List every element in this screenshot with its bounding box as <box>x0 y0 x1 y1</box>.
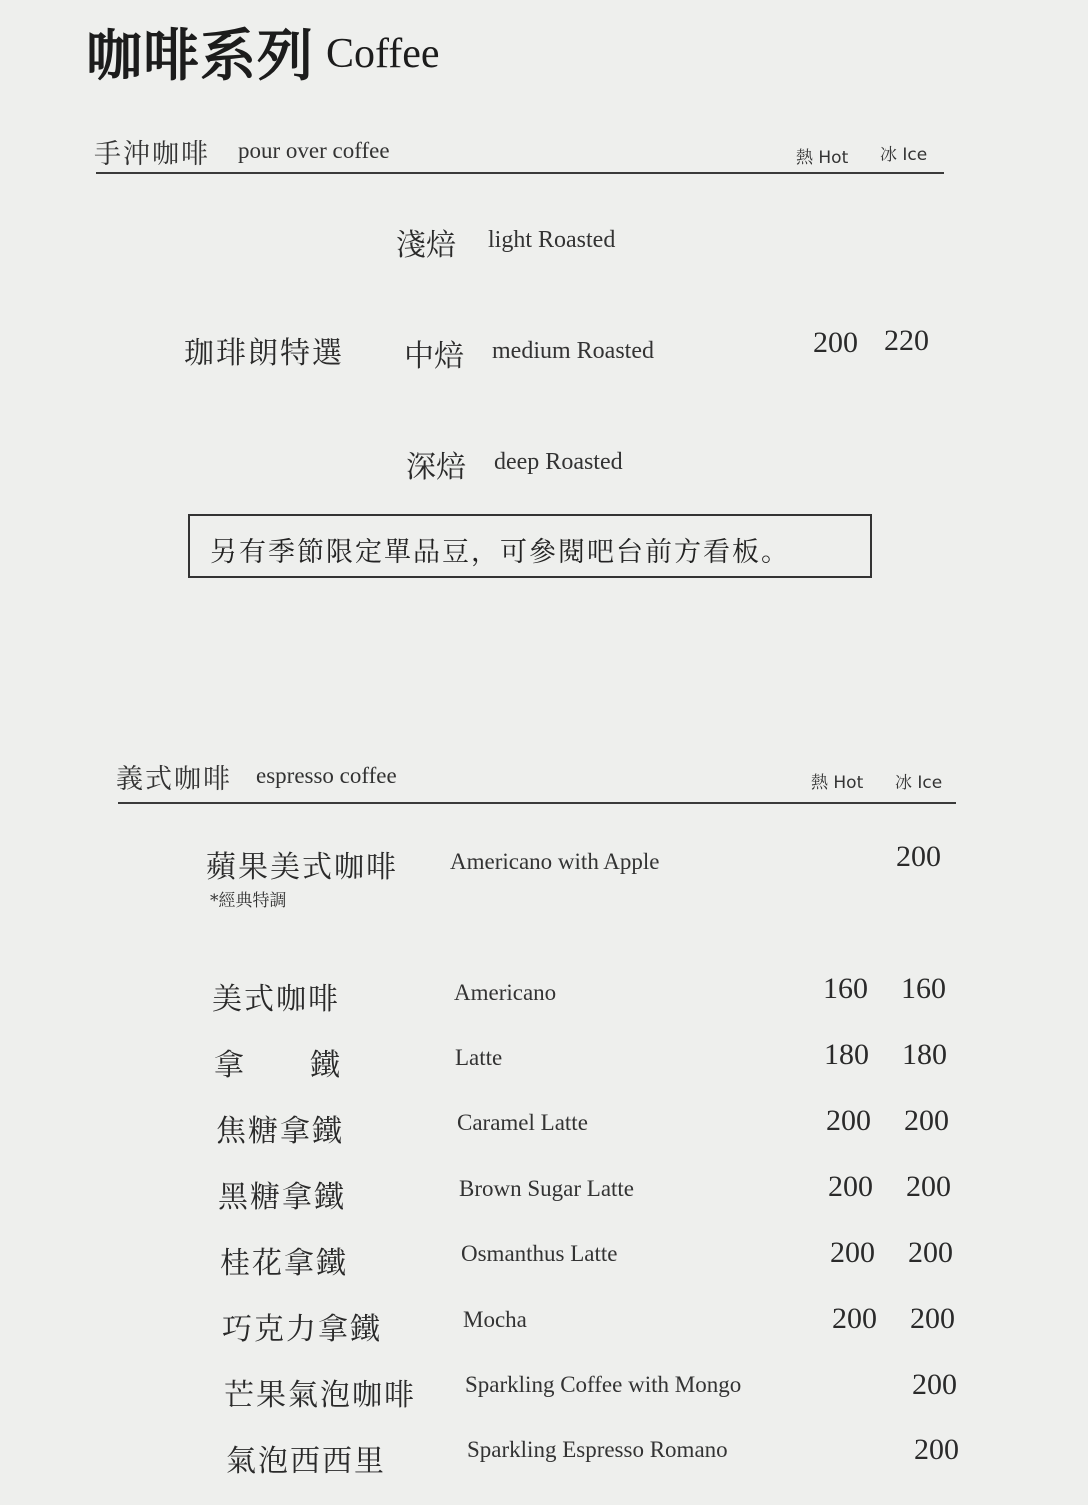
espresso-title-en: espresso coffee <box>256 763 397 788</box>
menu-item-en: Brown Sugar Latte <box>459 1176 635 1201</box>
roast-deep-en: deep Roasted <box>494 449 623 475</box>
roast-light-zh: 淺焙 <box>396 228 456 263</box>
menu-item-price-ice: 200 <box>908 1236 953 1269</box>
menu-item-en: Osmanthus Latte <box>461 1241 618 1266</box>
menu-item-note: *經典特調 <box>210 891 287 911</box>
roast-light-en: light Roasted <box>488 227 616 253</box>
menu-item-price-hot: 200 <box>832 1302 877 1335</box>
menu-item-price-ice: 200 <box>914 1433 959 1466</box>
menu-item-zh: 氣泡西西里 <box>226 1444 386 1479</box>
menu-item-price-hot: 160 <box>823 972 868 1005</box>
roast-medium-en: medium Roasted <box>492 338 654 364</box>
menu-item-zh: 拿 鐵 <box>214 1048 342 1083</box>
page-title-zh: 咖啡系列 <box>86 23 314 89</box>
menu-item-en: Mocha <box>463 1307 527 1332</box>
menu-item-en: Latte <box>455 1045 503 1070</box>
menu-item-price-hot: 200 <box>826 1104 871 1137</box>
pour-over-title-en: pour over coffee <box>238 138 390 163</box>
menu-item-price-ice: 200 <box>904 1104 949 1137</box>
menu-item-price-ice: 200 <box>906 1170 951 1203</box>
menu-item-price-ice: 200 <box>912 1368 957 1401</box>
menu-item-zh: 美式咖啡 <box>212 982 340 1017</box>
menu-item-en: Caramel Latte <box>457 1110 588 1135</box>
page-title-en: Coffee <box>326 31 440 77</box>
menu-item-price-hot: 200 <box>828 1170 873 1203</box>
menu-item-en: Sparkling Espresso Romano <box>467 1437 728 1462</box>
menu-item-price-ice: 160 <box>901 972 946 1005</box>
menu-item-price-ice: 200 <box>896 840 941 873</box>
menu-item-en: Americano <box>454 980 557 1005</box>
menu-item-zh: 桂花拿鐵 <box>220 1246 348 1281</box>
espresso-ice-label: 冰 Ice <box>895 773 943 793</box>
espresso-divider <box>118 802 956 804</box>
menu-item-en: Americano with Apple <box>450 849 660 874</box>
seasonal-notice-text: 另有季節限定單品豆，可參閱吧台前方看板。 <box>210 537 790 568</box>
menu-item-zh: 焦糖拿鐵 <box>216 1114 344 1149</box>
menu-item-zh: 芒果氣泡咖啡 <box>224 1378 416 1413</box>
pour-over-title-zh: 手沖咖啡 <box>94 139 210 170</box>
pour-over-item-name: 珈琲朗特選 <box>184 336 344 371</box>
menu-item-price-ice: 180 <box>902 1038 947 1071</box>
menu-item-price-ice: 200 <box>910 1302 955 1335</box>
menu-item-price-hot: 180 <box>824 1038 869 1071</box>
espresso-title-zh: 義式咖啡 <box>116 764 232 795</box>
pour-over-price-ice: 220 <box>884 324 929 357</box>
pour-over-hot-label: 熱 Hot <box>796 148 849 168</box>
menu-item-zh: 蘋果美式咖啡 <box>206 850 398 885</box>
espresso-hot-label: 熱 Hot <box>811 773 864 793</box>
menu-item-en: Sparkling Coffee with Mongo <box>465 1372 742 1397</box>
pour-over-divider <box>96 172 944 174</box>
menu-item-zh: 黑糖拿鐵 <box>218 1180 346 1215</box>
pour-over-ice-label: 冰 Ice <box>880 145 928 165</box>
roast-medium-zh: 中焙 <box>404 339 464 374</box>
menu-item-price-hot: 200 <box>830 1236 875 1269</box>
roast-deep-zh: 深焙 <box>406 450 466 485</box>
menu-item-zh: 巧克力拿鐵 <box>222 1312 382 1347</box>
pour-over-price-hot: 200 <box>813 326 858 359</box>
